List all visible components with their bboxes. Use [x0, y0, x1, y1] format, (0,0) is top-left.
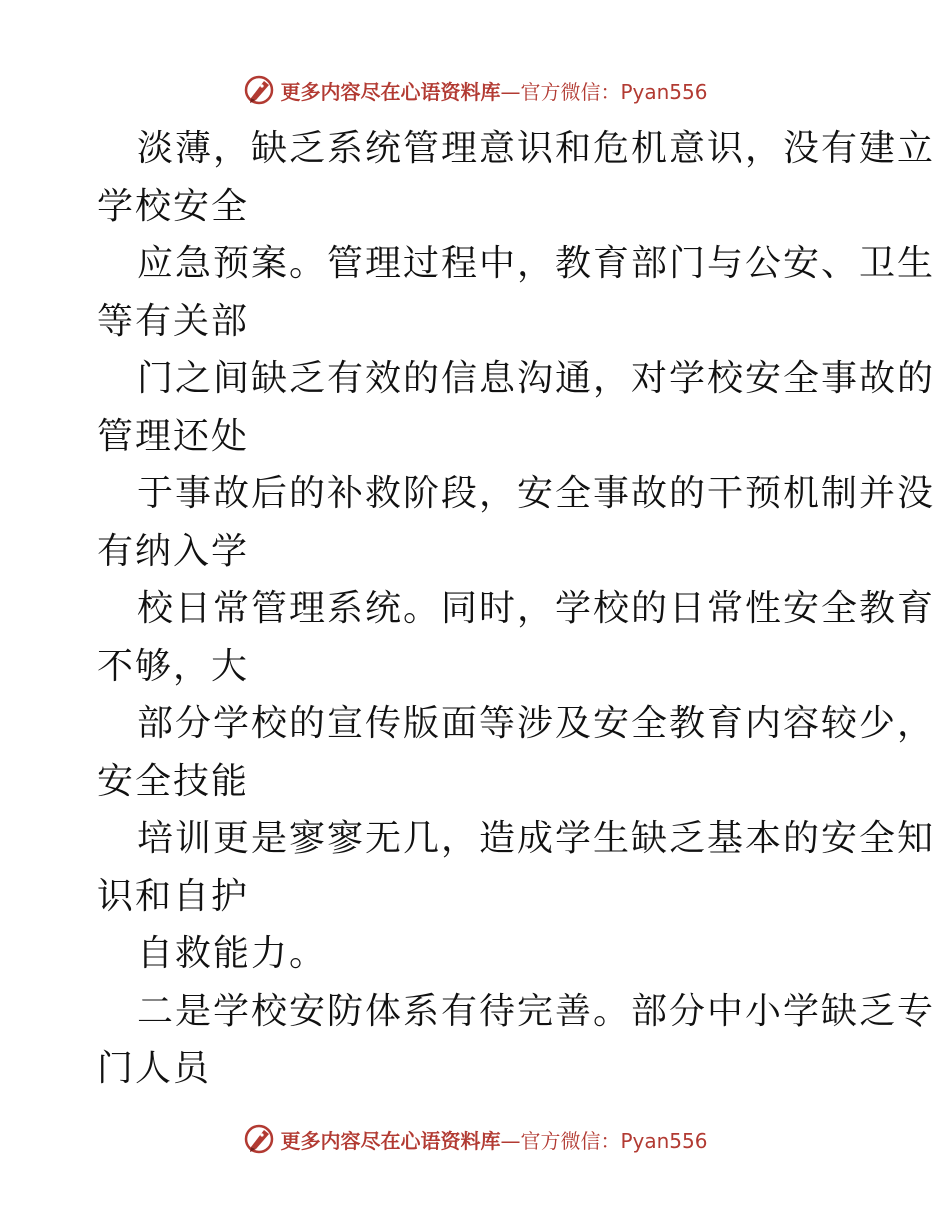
- text-line: 安全技能: [97, 760, 250, 802]
- text-line: 二是学校安防体系有待完善。部分中小学缺乏专: [137, 990, 936, 1032]
- text-line: 校日常管理系统。同时，学校的日常性安全教育: [137, 588, 936, 629]
- banner-separator: —: [500, 79, 521, 104]
- banner-site-name: 更多内容尽在心语资料库: [280, 79, 501, 104]
- banner-site-name: 更多内容尽在心语资料库: [280, 1128, 501, 1153]
- text-line: 门人员: [97, 1048, 212, 1089]
- pen-logo-icon: [242, 73, 276, 107]
- document-body: [97, 120, 936, 1098]
- text-line: 识和自护: [97, 875, 250, 917]
- text-line: 管理还处: [97, 415, 250, 457]
- text-line: 等有关部: [97, 300, 250, 342]
- text-line: 培训更是寥寥无几，造成学生缺乏基本的安全知: [137, 818, 936, 859]
- banner-text: [280, 76, 707, 105]
- text-line: 部分学校的宣传版面等涉及安全教育内容较少，: [137, 703, 936, 744]
- header-banner: [0, 70, 950, 110]
- pen-logo-icon: [242, 1122, 276, 1156]
- banner-separator: —: [500, 1128, 521, 1153]
- text-line: 自救能力。: [137, 933, 328, 974]
- text-line: 于事故后的补救阶段，安全事故的干预机制并没: [137, 473, 936, 514]
- text-line: 应急预案。管理过程中，教育部门与公安、卫生: [137, 243, 936, 284]
- text-line: 不够，大: [97, 645, 250, 687]
- banner-wechat: 官方微信：Pyan556: [520, 79, 708, 104]
- text-line: 淡薄，缺乏系统管理意识和危机意识，没有建立: [137, 128, 936, 169]
- banner-text: [280, 1125, 707, 1154]
- banner-wechat: 官方微信：Pyan556: [520, 1128, 708, 1153]
- text-line: 门之间缺乏有效的信息沟通，对学校安全事故的: [137, 358, 936, 399]
- text-line: 学校安全: [97, 185, 250, 227]
- footer-banner: [0, 1119, 950, 1159]
- text-line: 有纳入学: [97, 530, 250, 572]
